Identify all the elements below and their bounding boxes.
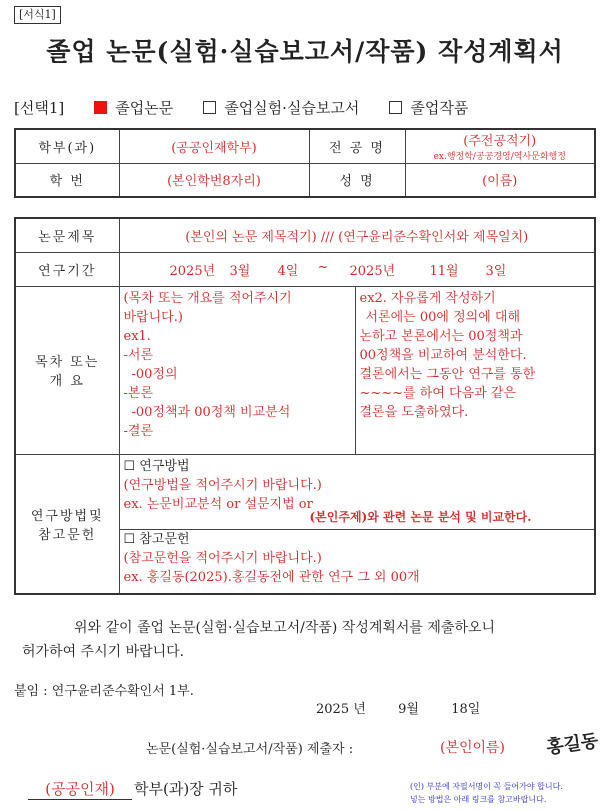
plan-table [14,217,596,595]
toc-line: (목차 또는 개요를 적어주시기 [123,290,292,306]
toc-line: -서론 [123,347,154,363]
end-day: 3일 [485,263,507,279]
recipient-dept[interactable]: (공공인재) [28,778,132,800]
start-year: 2025년 [169,263,216,279]
method-overlay: (본인주제)와 관련 논문 분석 및 비교한다. [309,509,532,524]
recipient-suffix: 학부(과)장 귀하 [134,780,238,798]
submitter-label: 논문(실험·실습보고서/작품) 제출자 : [146,742,354,757]
method-line: ex. 논문비교분석 or 설문지법 or [123,496,313,512]
submit-date [316,698,480,717]
toc-line: ~~~~를 하여 다음과 같은 [359,385,516,401]
method-line: (연구방법을 적어주시기 바랍니다.) [123,477,322,493]
checkbox-checked-icon[interactable] [94,101,107,114]
major-cell[interactable] [405,129,595,163]
toc-line: 논하고 본론에서는 00정책과 [359,328,523,344]
dept-value[interactable]: (공공인재학부) [119,129,309,163]
start-day: 4일 [277,263,299,279]
checkbox-icon[interactable] [389,101,402,114]
page-title: 졸업 논문(실험·실습보고서/작품) 작성계획서 [46,37,564,66]
thesis-title-value[interactable]: (본인의 논문 제목적기) /// (연구윤리준수확인서와 제목일치) [119,218,595,252]
statement [22,616,495,664]
checkbox-icon[interactable] [203,101,216,114]
toc-line: ex1. [123,328,151,344]
date-year: 2025 년 [316,702,366,717]
toc-line: 서론에는 00에 정의에 대해 [365,309,521,325]
major-example: ex.행정학/공공경영/역사문화행정 [433,152,566,163]
name-label: 성 명 [309,163,405,197]
submitter-name[interactable]: (본인이름) [440,740,506,756]
method-cell[interactable] [119,454,595,594]
toc-line: 바랍니다.) [123,309,183,325]
toc-right[interactable] [355,286,595,454]
id-value[interactable]: (본인학번8자리) [119,163,309,197]
method-label-line: 참고문헌 [38,527,97,543]
toc-line: ex2. 자유롭게 작성하기 [359,290,496,306]
ref-line: (참고문헌을 적어주시기 바랍니다.) [123,550,322,566]
statement-line: 허가하여 주시기 바랍니다. [22,644,185,660]
option-report[interactable] [203,97,359,118]
ref-heading: ☐ 참고문헌 [123,531,190,547]
method-label-line: 연구방법및 [30,508,104,524]
option-label: 졸업작품 [410,99,469,117]
note-line: 넣는 방법은 아래 링크를 참고바랍니다. [410,795,547,804]
toc-left[interactable] [119,286,355,454]
signature-note [410,780,563,806]
method-heading: ☐ 연구방법 [123,458,190,474]
toc-line: -00정의 [131,366,178,382]
toc-label [15,286,119,454]
period-label: 연구기간 [15,252,119,286]
student-info-table [14,128,596,198]
toc-line: -00정책과 00정책 비교분석 [131,404,291,420]
option-label: 졸업실험·실습보고서 [224,99,360,117]
toc-line: 결론에서는 그동안 연구를 통한 [359,366,536,382]
toc-label-line: 개 요 [49,374,85,389]
option-thesis[interactable] [94,97,173,118]
thesis-title-label: 논문제목 [15,218,119,252]
period-value[interactable] [119,252,595,286]
toc-line: 00정책을 비교하여 분석한다. [359,347,527,363]
end-year: 2025년 [349,263,396,279]
major-value: (주전공적기) [463,134,537,150]
toc-label-line: 목차 또는 [35,355,100,370]
form-tag: [서식1] [14,6,61,24]
note-line: (인) 부분에 자필서명이 꼭 들어가야 합니다. [410,782,563,791]
option-label: 졸업논문 [115,99,174,117]
toc-line: 결론을 도출하였다. [359,404,469,420]
toc-line: -본론 [123,385,154,401]
method-label [15,454,119,594]
attachment: 붙임 : 연구윤리준수확인서 1부. [14,684,194,699]
option-work[interactable] [389,97,468,118]
statement-line: 위와 같이 졸업 논문(실험·실습보고서/작품) 작성계획서를 제출하오니 [74,620,496,636]
date-month: 9월 [398,702,419,717]
toc-line: -결론 [123,423,154,439]
period-sep: ~ [317,259,329,275]
dept-label: 학부(과) [15,129,119,163]
major-label: 전 공 명 [309,129,405,163]
id-label: 학 번 [15,163,119,197]
selection-row [14,97,468,118]
name-value[interactable]: (이름) [405,163,595,197]
end-month: 11월 [429,263,459,279]
date-day: 18일 [451,702,481,717]
signature: 홍길동 [545,730,600,759]
selection-label: [선택1] [14,99,65,117]
ref-line: ex. 홍길동(2025).홍길동전에 관한 연구 그 외 00개 [123,569,420,585]
start-month: 3월 [229,263,251,279]
